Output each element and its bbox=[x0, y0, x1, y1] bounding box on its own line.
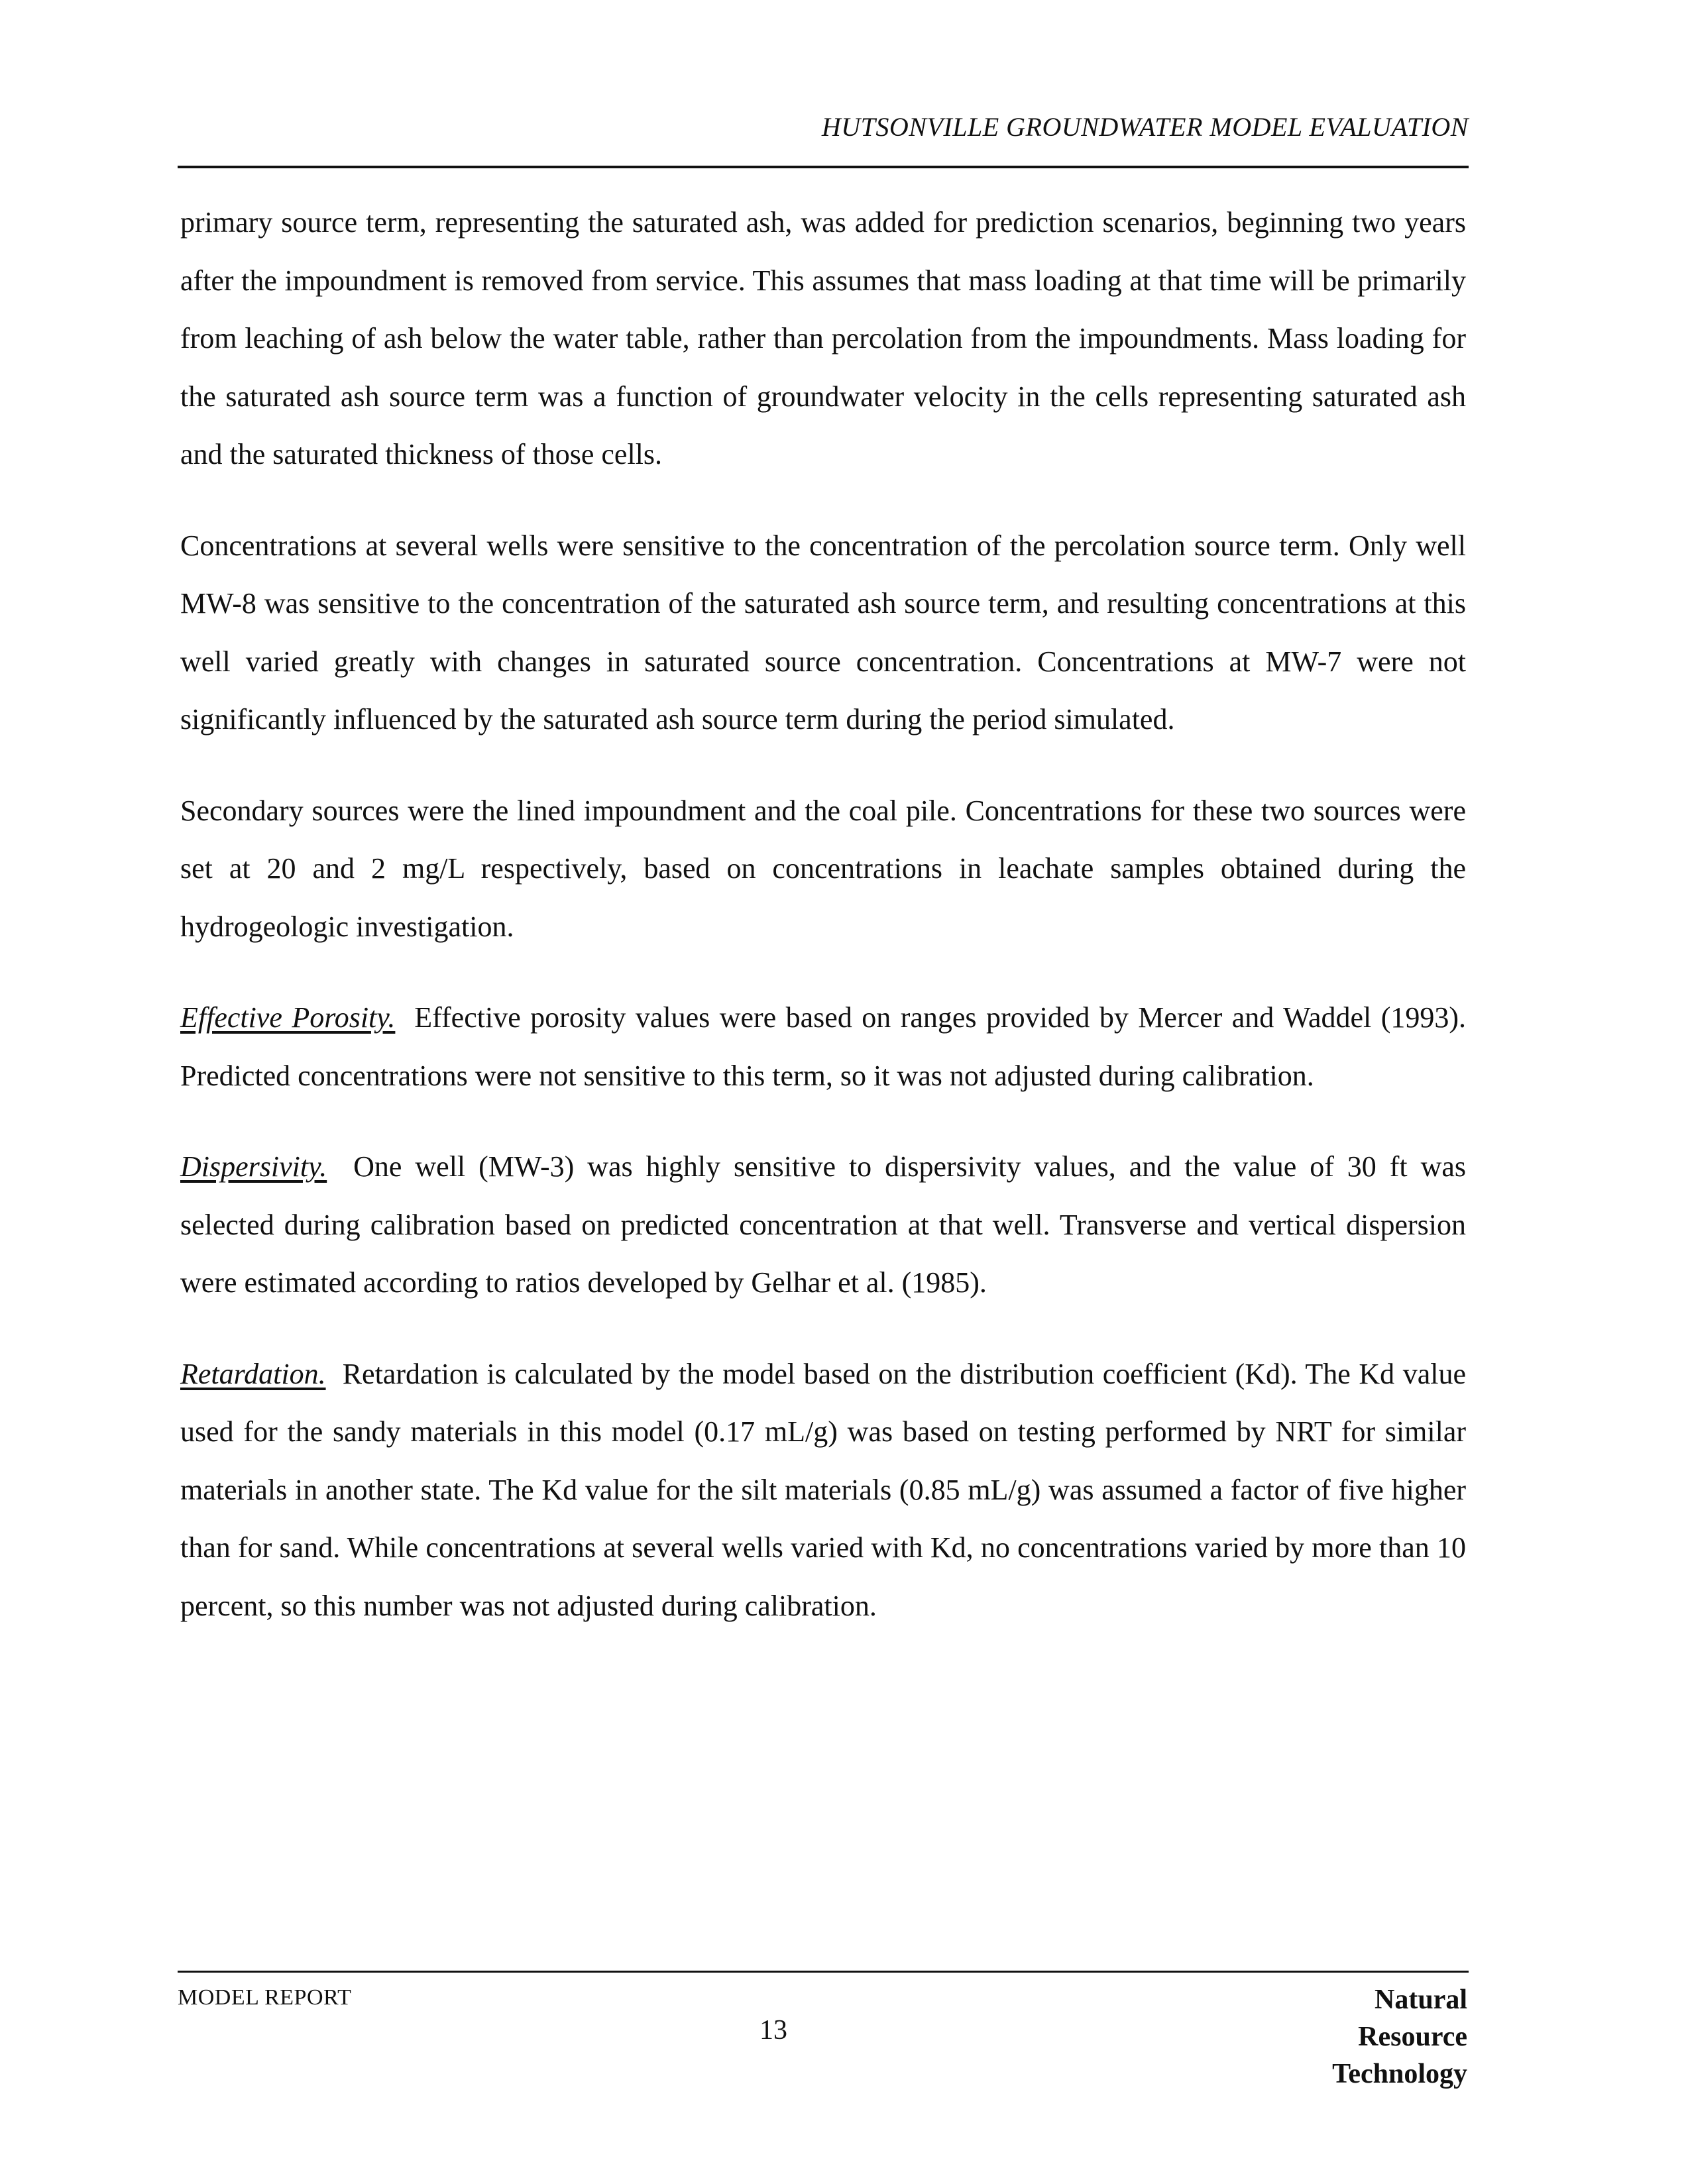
paragraph-saturated-ash bbox=[180, 193, 1466, 484]
page-number: 13 bbox=[759, 2015, 787, 2046]
body-text bbox=[180, 193, 1466, 1668]
run-in-heading: Retardation. bbox=[180, 1357, 326, 1390]
paragraph-text: Secondary sources were the lined impoundment and the coal pile. Concentrations for these two sources were set at 20 and 2 mg/L respectively, based on concentrations in leachate samples obtained during the hydrogeologic investigation. bbox=[180, 794, 1466, 943]
paragraph-text: Retardation is calculated by the model based on the distribution coefficient (Kd). The Kd value used for the sandy materials in this model (0.17 mL/g) was based on testing performed by NRT for similar materials in another state. The Kd value for the silt materials (0.85 mL/g) was assumed a factor of five higher than for sand. While concentrations at several wells varied with Kd, no concentrations varied by more than 10 percent, so this number was not adjusted during calibration. bbox=[180, 1357, 1466, 1622]
run-in-heading: Dispersivity. bbox=[180, 1150, 327, 1183]
footer-report-label: MODEL REPORT bbox=[178, 1985, 352, 2010]
paragraph-effective-porosity bbox=[180, 989, 1466, 1105]
paragraph-text: Concentrations at several wells were sensitive to the concentration of the percolation source term. Only well MW-8 was sensitive to the concentration of the saturated ash source term, and resulting concentrations at this well varied greatly with changes in saturated source concentration. Concentrations at MW-7 were not significantly influenced by the saturated ash source term during the period simulated. bbox=[180, 529, 1466, 736]
header-rule bbox=[178, 166, 1469, 168]
paragraph-dispersivity bbox=[180, 1138, 1466, 1312]
paragraph-text: primary source term, representing the saturated ash, was added for prediction scenarios, beginning two years after the impoundment is removed from service. This assumes that mass loading at that time will be primarily from leaching of ash below the water table, rather than percolation from the impoundments. Mass loading for the saturated ash source term was a function of groundwater velocity in the cells representing saturated ash and the saturated thickness of those cells. bbox=[180, 206, 1466, 470]
running-header: HUTSONVILLE GROUNDWATER MODEL EVALUATION bbox=[821, 112, 1469, 142]
paragraph-secondary-sources bbox=[180, 782, 1466, 956]
paragraph-retardation bbox=[180, 1345, 1466, 1635]
run-in-heading: Effective Porosity. bbox=[180, 1001, 396, 1034]
paragraph-text: Effective porosity values were based on ranges provided by Mercer and Waddel (1993). Predicted concentrations were not sensitive to this term, so it was not adjusted during calibration. bbox=[180, 1001, 1467, 1092]
paragraph-text: One well (MW-3) was highly sensitive to dispersivity values, and the value of 30 ft was selected during calibration based on predicted concentration at that well. Transverse and vertical dispersion were estimated according to ratios developed by Gelhar et al. (1985). bbox=[180, 1150, 1467, 1299]
company-name-line: Technology bbox=[1332, 2059, 1467, 2089]
company-name-line: Resource bbox=[1358, 2022, 1467, 2052]
company-name-line: Natural bbox=[1375, 1985, 1467, 2015]
footer-rule bbox=[178, 1971, 1469, 1973]
paragraph-concentrations bbox=[180, 517, 1466, 749]
company-name bbox=[1332, 1981, 1467, 2093]
